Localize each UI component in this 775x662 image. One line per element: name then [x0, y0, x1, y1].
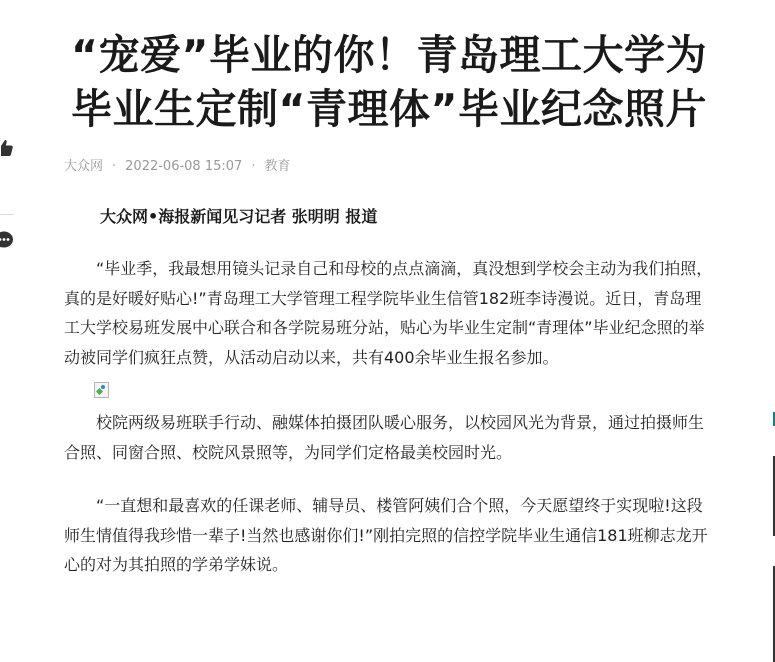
article-paragraph: 校院两级易班联手行动、融媒体拍摄团队暖心服务，以校园风光为背景，通过拍摄师生合照、同窗合照、校院风景照等，为同学们定格最美校园时光。	[64, 413, 705, 462]
article	[64, 28, 714, 580]
like-count	[0, 172, 16, 186]
comment-action[interactable]	[0, 230, 16, 278]
article-paragraph: “毕业季，我最想用镜头记录自己和母校的点点滴滴，真没想到学校会主动为我们拍照，真的是好暖好贴心!”青岛理工大学管理工程学院毕业生信管182班李诗漫说。近日，青岛理工大学校易班发展中心联合和各学院易班分站，贴心为毕业生定制“青理体”毕业纪念照的举动被同学们疯狂点赞，从活动启动以来，共有400余毕业生报名参加。	[64, 259, 713, 367]
rail-divider	[0, 214, 14, 215]
article-paragraph: “一直想和最喜欢的任课老师、辅导员、楼管阿姨们合个照，今天愿望终于实现啦!这段师生情值得我珍惜一辈子!当然也感谢你们!”刚拍完照的信控学院毕业生通信181班柳志龙开心的对为其拍照的学弟学妹说。	[64, 496, 708, 574]
comment-count	[0, 264, 16, 278]
thumbs-up-icon[interactable]	[0, 138, 14, 158]
article-byline: 大众网•海报新闻见习记者 张明明 报道	[100, 207, 378, 226]
comment-icon[interactable]	[0, 230, 14, 250]
article-category[interactable]: 教育	[264, 159, 291, 174]
article-title: “宠爱”毕业的你！青岛理工大学为毕业生定制“青理体”毕业纪念照片	[71, 31, 707, 133]
article-datetime: 2022-06-08 15:07	[125, 159, 243, 174]
meta-separator: ·	[112, 159, 117, 174]
meta-separator: ·	[251, 159, 256, 174]
article-image	[94, 382, 110, 398]
article-source[interactable]: 大众网	[64, 159, 104, 174]
article-meta	[64, 156, 714, 178]
like-action[interactable]	[0, 138, 16, 186]
broken-image-icon	[94, 382, 109, 398]
